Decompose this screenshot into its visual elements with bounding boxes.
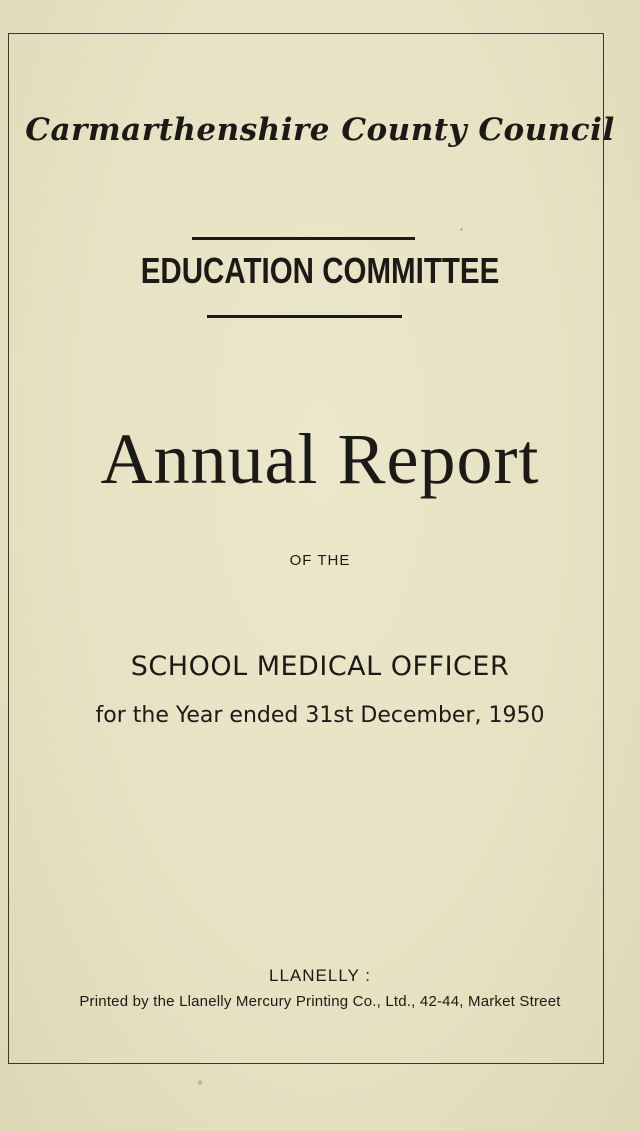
report-period: for the Year ended 31st December, 1950 bbox=[95, 703, 545, 728]
committee-heading: EDUCATION COMMITTEE bbox=[140, 250, 500, 291]
top-divider-rule bbox=[192, 237, 415, 240]
page-border-frame bbox=[8, 33, 604, 1064]
council-heading: Carmarthenshire County Council bbox=[25, 112, 615, 148]
printer-imprint: Printed by the Llanelly Mercury Printing Co., Ltd., 42-44, Market Street bbox=[79, 993, 561, 1010]
officer-title: SCHOOL MEDICAL OFFICER bbox=[130, 651, 510, 682]
bottom-divider-rule bbox=[207, 315, 402, 318]
paper-speck bbox=[460, 228, 463, 231]
report-title: Annual Report bbox=[100, 419, 540, 499]
paper-speck bbox=[198, 1080, 202, 1085]
of-the-label: OF THE bbox=[289, 552, 351, 569]
publication-place: LLANELLY : bbox=[269, 966, 371, 985]
